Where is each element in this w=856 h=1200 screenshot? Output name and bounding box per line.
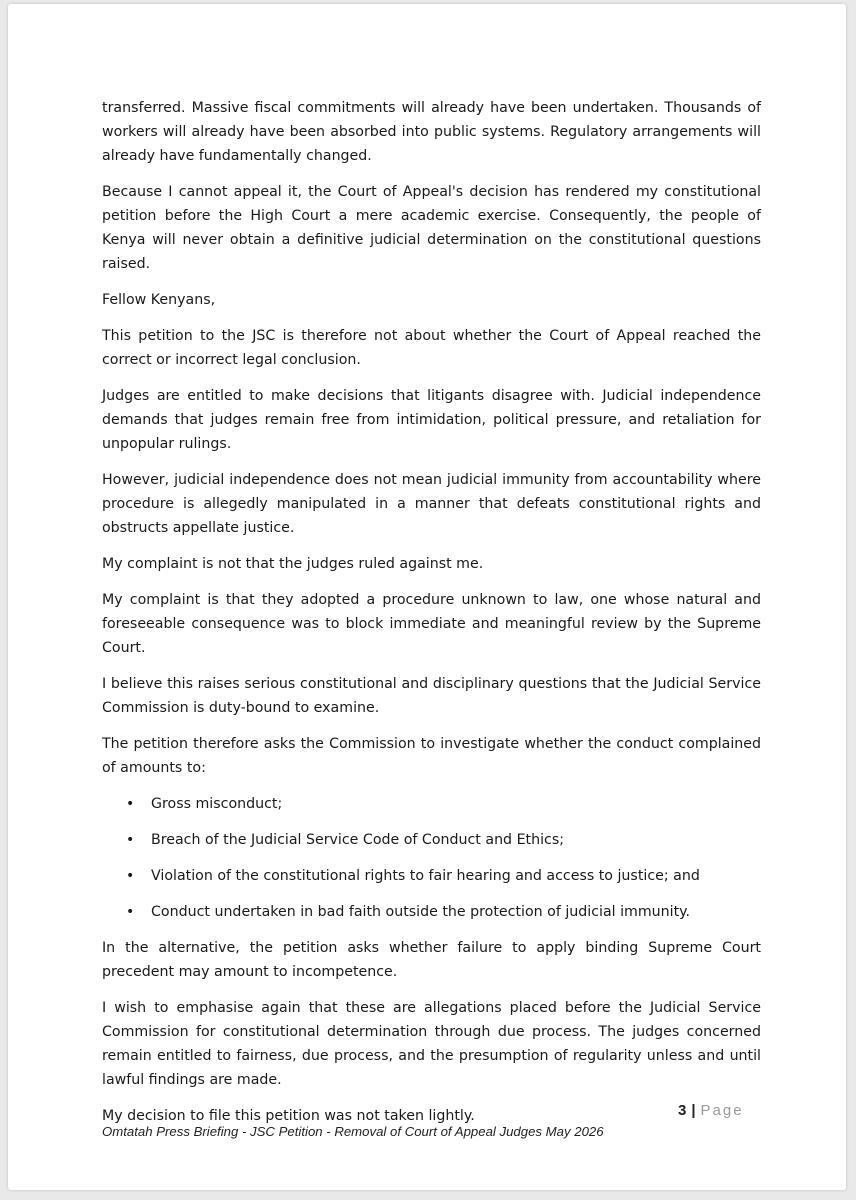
paragraph: The petition therefore asks the Commission to investigate whether the conduct complained of amounts to: [102, 736, 761, 776]
page-number-separator: | [691, 1102, 696, 1119]
paragraph: In the alternative, the petition asks whether failure to apply binding Supreme Court precedent may amount to incompetence. [102, 940, 761, 980]
document-page [8, 4, 846, 1190]
bullet-item [102, 864, 761, 888]
paragraph: However, judicial independence does not mean judicial immunity from accountability where procedure is allegedly manipulated in a manner that defeats constitutional rights and obstructs appellate justice. [102, 472, 761, 536]
paragraph: transferred. Massive fiscal commitments will already have been undertaken. Thousands of workers will already have been absorbed into public systems. Regulatory arrangements will already have fundamentally changed. [102, 100, 761, 164]
bullet-icon: • [126, 904, 135, 920]
paragraph: I believe this raises serious constitutional and disciplinary questions that the Judicial Service Commission is duty-bound to examine. [102, 676, 761, 716]
paragraph: Fellow Kenyans, [102, 292, 216, 308]
bullet-text: Conduct undertaken in bad faith outside the protection of judicial immunity. [151, 904, 691, 920]
bullet-icon: • [126, 796, 135, 812]
paragraph: Because I cannot appeal it, the Court of Appeal's decision has rendered my constitutional petition before the High Court a mere academic exercise. Consequently, the people of Kenya will never obtain a definitive judicial determination on the constitutional questions raised. [102, 184, 761, 272]
paragraph: My decision to file this petition was not taken lightly. [102, 1108, 475, 1124]
bullet-icon: • [126, 832, 135, 848]
paragraph: Judges are entitled to make decisions that litigants disagree with. Judicial independence demands that judges remain free from intimidation, political pressure, and retaliation for unpopular rulings. [102, 388, 761, 452]
page-footer: Omtatah Press Briefing - JSC Petition - Removal of Court of Appeal Judges May 2026 [102, 1124, 604, 1139]
paragraph: I wish to emphasise again that these are allegations placed before the Judicial Service Commission for constitutional determination through due process. The judges concerned remain entitled to fairness, due process, and the presumption of regularity unless and until lawful findings are made. [102, 1000, 761, 1088]
page-number-value: 3 [678, 1102, 687, 1119]
bullet-text: Gross misconduct; [151, 796, 283, 812]
bullet-icon: • [126, 868, 135, 884]
bullet-item [102, 792, 761, 816]
paragraph: This petition to the JSC is therefore not about whether the Court of Appeal reached the correct or incorrect legal conclusion. [102, 328, 761, 368]
bullet-list [102, 792, 761, 924]
bullet-item [102, 900, 761, 924]
page-number [678, 1102, 744, 1119]
bullet-item [102, 828, 761, 852]
paragraph: My complaint is that they adopted a procedure unknown to law, one whose natural and foreseeable consequence was to block immediate and meaningful review by the Supreme Court. [102, 592, 761, 656]
paragraph: My complaint is not that the judges ruled against me. [102, 556, 484, 572]
document-body [102, 96, 761, 1140]
bullet-text: Violation of the constitutional rights to fair hearing and access to justice; and [151, 868, 700, 884]
page-number-word: Page [700, 1102, 744, 1119]
bullet-text: Breach of the Judicial Service Code of Conduct and Ethics; [151, 832, 565, 848]
